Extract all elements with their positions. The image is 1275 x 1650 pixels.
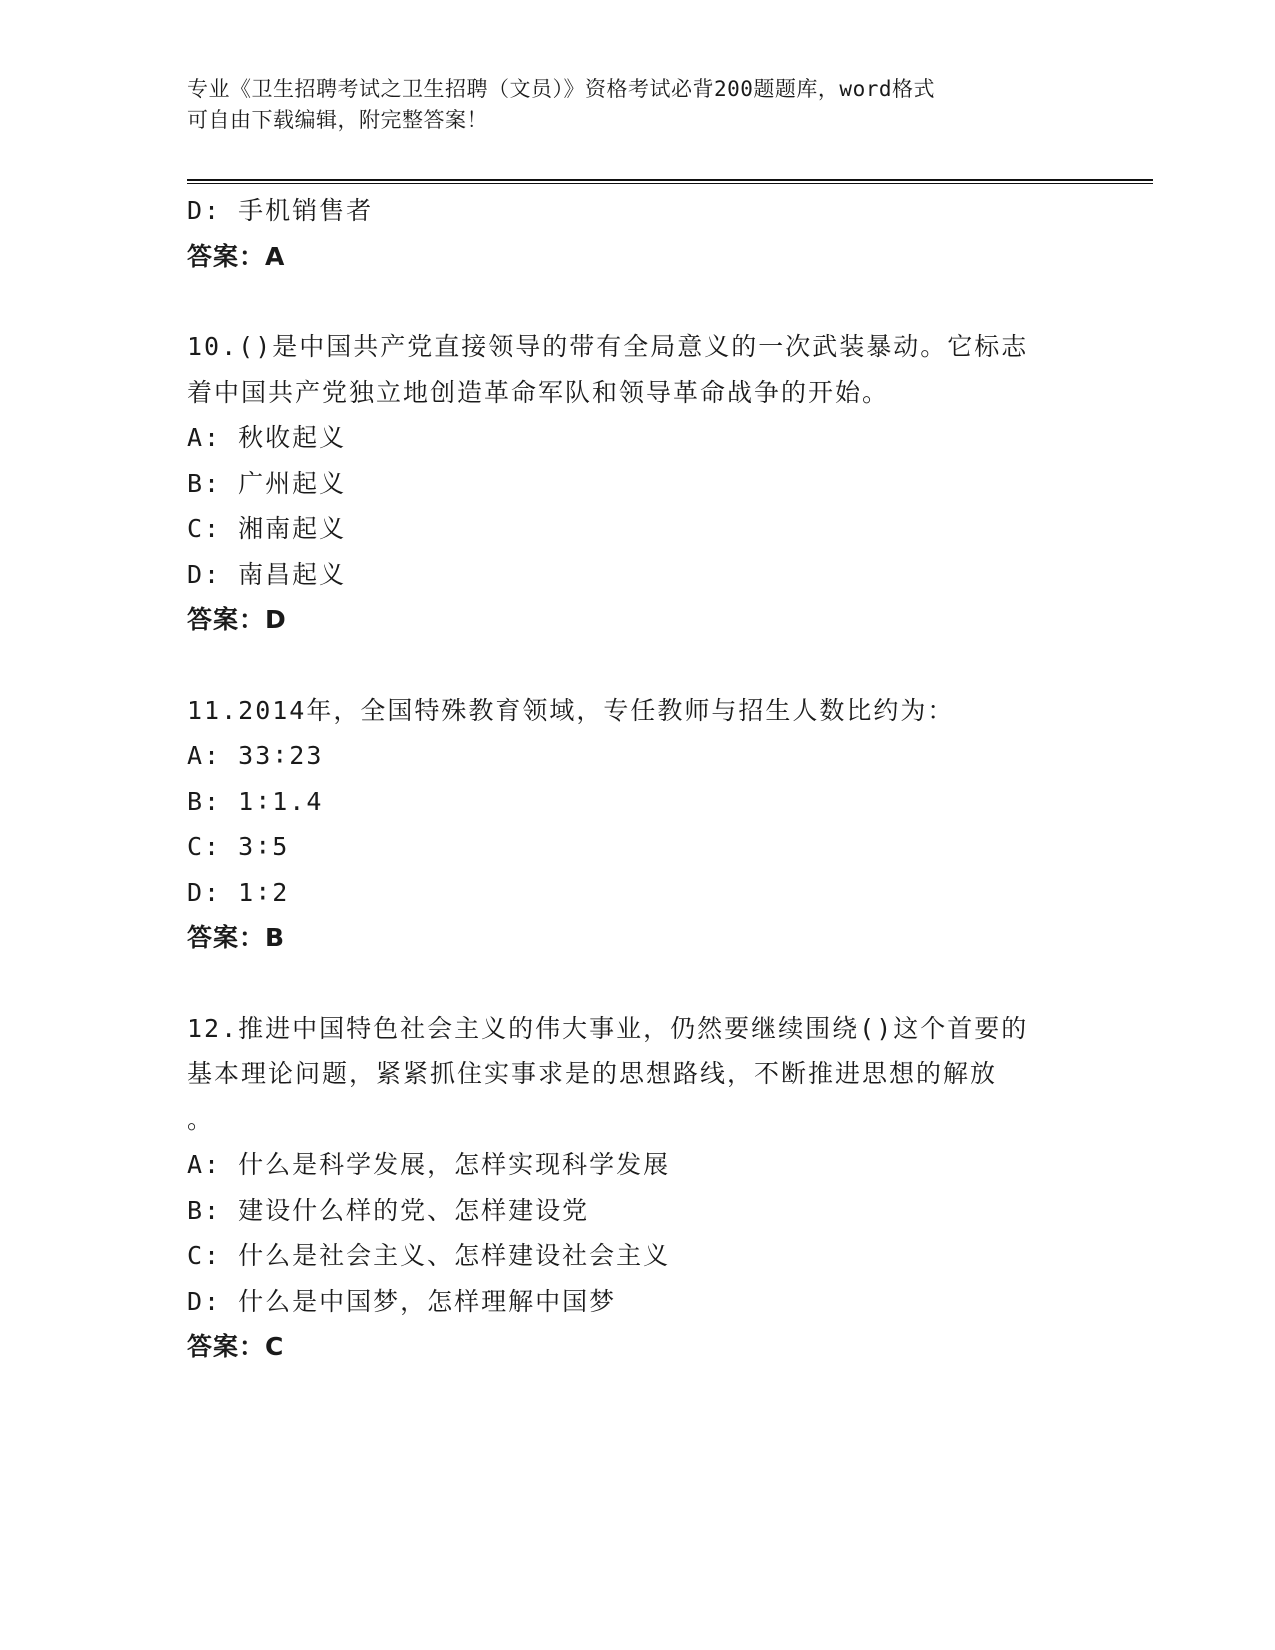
option-a: A: 什么是科学发展，怎样实现科学发展 [187,1150,671,1179]
answer-line: 答案：A [187,241,286,271]
question-9-continued [187,188,1087,279]
question-12 [187,1006,1087,1370]
answer-line: 答案：B [187,923,286,952]
option-b: B: 1∶1.4 [187,786,324,816]
header-divider-thin [187,183,1153,184]
question-stem-line: 。 [187,1104,215,1134]
question-stem-line: 着中国共产党独立地创造革命军队和领导革命战争的开始。 [187,377,890,407]
option-c: C: 湘南起义 [187,514,347,543]
answer-line: 答案：C [187,1332,285,1361]
option-c: C: 3∶5 [187,832,290,861]
header-title-line-1: 专业《卫生招聘考试之卫生招聘（文员）》资格考试必背200题题库，word格式 [187,77,935,101]
option-d: D: 1∶2 [187,877,290,907]
question-stem-line: 12.推进中国特色社会主义的伟大事业，仍然要继续围绕()这个首要的 [187,1013,1029,1043]
question-11 [187,688,1087,961]
option-a: A: 秋收起义 [187,423,347,452]
question-stem-line: 11.2014年，全国特殊教育领域，专任教师与招生人数比约为： [187,695,955,725]
option-a: A: 33∶23 [187,741,324,770]
question-10 [187,324,1087,643]
answer-line: 答案：D [187,605,287,634]
option-c: C: 什么是社会主义、怎样建设社会主义 [187,1241,671,1270]
header-title-line-2: 可自由下载编辑，附完整答案！ [187,108,488,132]
option-b: B: 建设什么样的党、怎样建设党 [187,1195,590,1225]
question-list [187,188,1087,1370]
header-divider-thick [187,179,1153,181]
option-d: D: 什么是中国梦，怎样理解中国梦 [187,1286,617,1316]
option-b: B: 广州起义 [187,468,347,498]
document-header [187,74,1087,136]
option-d: D: 南昌起义 [187,559,347,589]
option-d: D: 手机销售者 [187,196,374,225]
question-stem-line: 10.()是中国共产党直接领导的带有全局意义的一次武装暴动。它标志 [187,332,1029,361]
question-stem-line: 基本理论问题，紧紧抓住实事求是的思想路线，不断推进思想的解放 [187,1059,998,1088]
